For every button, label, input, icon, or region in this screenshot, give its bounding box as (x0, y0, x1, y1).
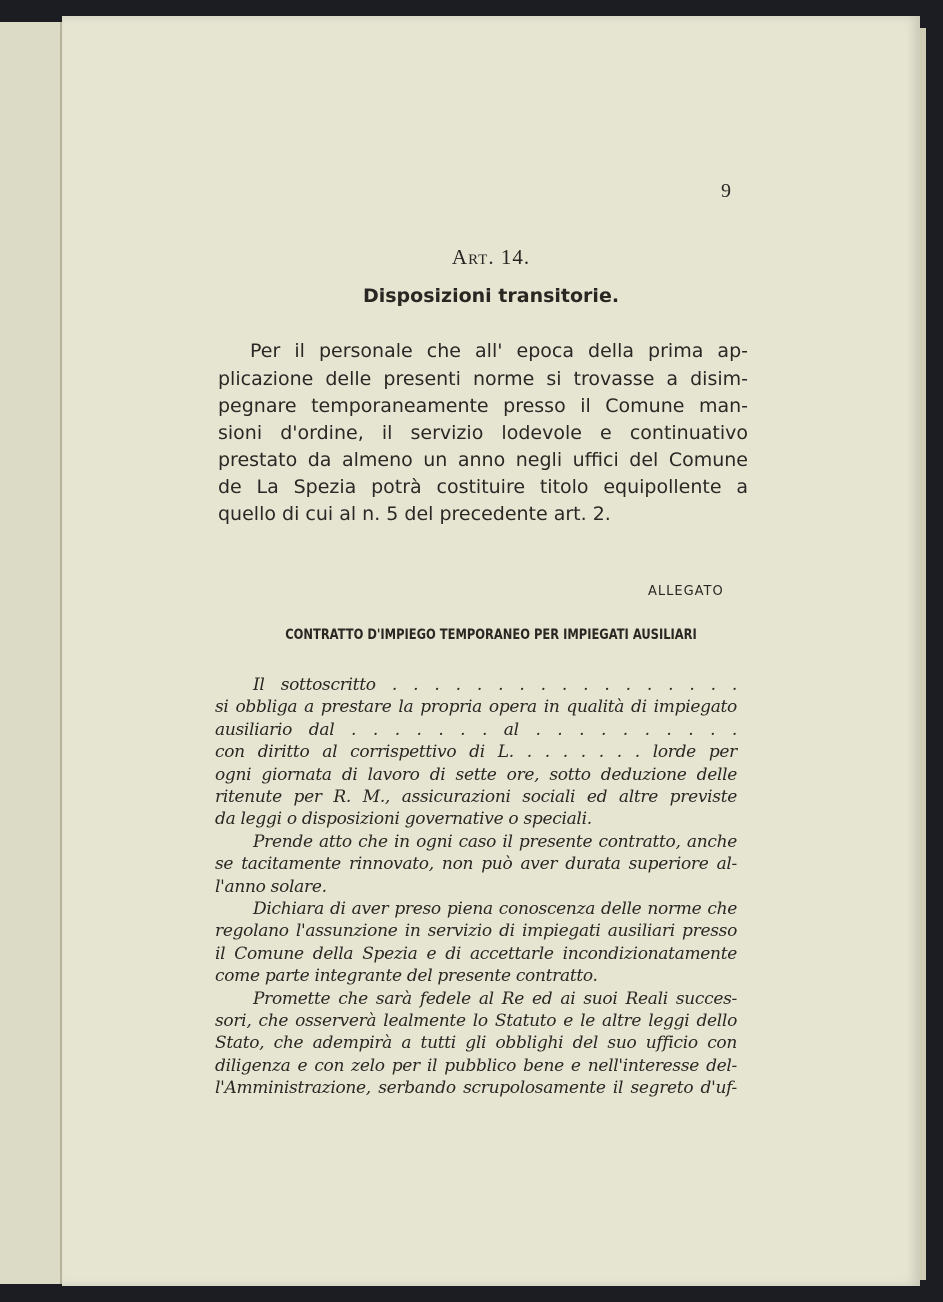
contract-title: CONTRATTO D'IMPIEGO TEMPORANEO PER IMPIEGATI AUSILIARI (285, 627, 697, 643)
facing-page-edge (0, 22, 62, 1284)
contract-line: con diritto al corrispettivo di L. . . . . . . . lorde per (215, 742, 737, 763)
contract-line: diligenza e con zelo per il pubblico bene e nell'interesse del- (215, 1055, 737, 1076)
contract-line: regolano l'assunzione in servizio di impiegati ausiliari presso (215, 921, 737, 942)
paragraph-line: prestato da almeno un anno negli uffici del Comune (218, 449, 748, 471)
contract-line: l'Amministrazione, serbando scrupolosamente il segreto d'uf- (215, 1078, 737, 1099)
page-number: 9 (721, 180, 731, 202)
contract-line: Il sottoscritto . . . . . . . . . . . . . . . . . (253, 675, 737, 695)
contract-line: Stato, che adempirà a tutti gli obblighi del suo ufficio con (215, 1033, 737, 1054)
contract-line: ritenute per R. M., assicurazioni sociali ed altre previste (215, 787, 737, 807)
section-heading: Disposizioni transitorie. (362, 285, 620, 307)
contract-line: l'anno solare. (215, 876, 327, 897)
contract-line: Promette che sarà fedele al Re ed ai suoi Reali succes- (253, 988, 737, 1009)
contract-line: il Comune della Spezia e di accettarle incondizionatamente (215, 943, 737, 964)
paragraph-line: Per il personale che all' epoca della prima ap- (250, 340, 748, 362)
contract-line: Dichiara di aver preso piena conoscenza delle norme che (253, 899, 737, 919)
contract-line: Prende atto che in ogni caso il presente contratto, anche (253, 831, 737, 852)
paragraph-line: de La Spezia potrà costituire titolo equipollente a (218, 476, 748, 498)
article-label: Art. (451, 245, 495, 269)
article-number-value: 14. (500, 245, 531, 269)
contract-line: si obbliga a prestare la propria opera in qualità di impiegato (215, 697, 737, 718)
contract-line: da leggi o disposizioni governative o speciali. (215, 809, 592, 830)
paragraph-line: plicazione delle presenti norme si trovasse a disim- (218, 368, 748, 390)
contract-line: ausiliario dal . . . . . . . al . . . . . . . . . . (215, 719, 737, 740)
contract-line: come parte integrante del presente contratto. (215, 966, 598, 987)
article-number (62, 245, 920, 270)
paragraph-line: sioni d'ordine, il servizio lodevole e continuativo (218, 422, 748, 444)
paragraph-line: pegnare temporaneamente presso il Comune man- (218, 395, 748, 417)
contract-line: sori, che osserverà lealmente lo Statuto e le altre leggi dello (215, 1011, 737, 1031)
contract-line: ogni giornata di lavoro di sette ore, sotto deduzione delle (215, 764, 737, 785)
contract-line: se tacitamente rinnovato, non può aver durata superiore al- (215, 854, 737, 875)
paragraph-line: quello di cui al n. 5 del precedente art. 2. (218, 503, 611, 525)
attachment-label: ALLEGATO (648, 584, 724, 599)
